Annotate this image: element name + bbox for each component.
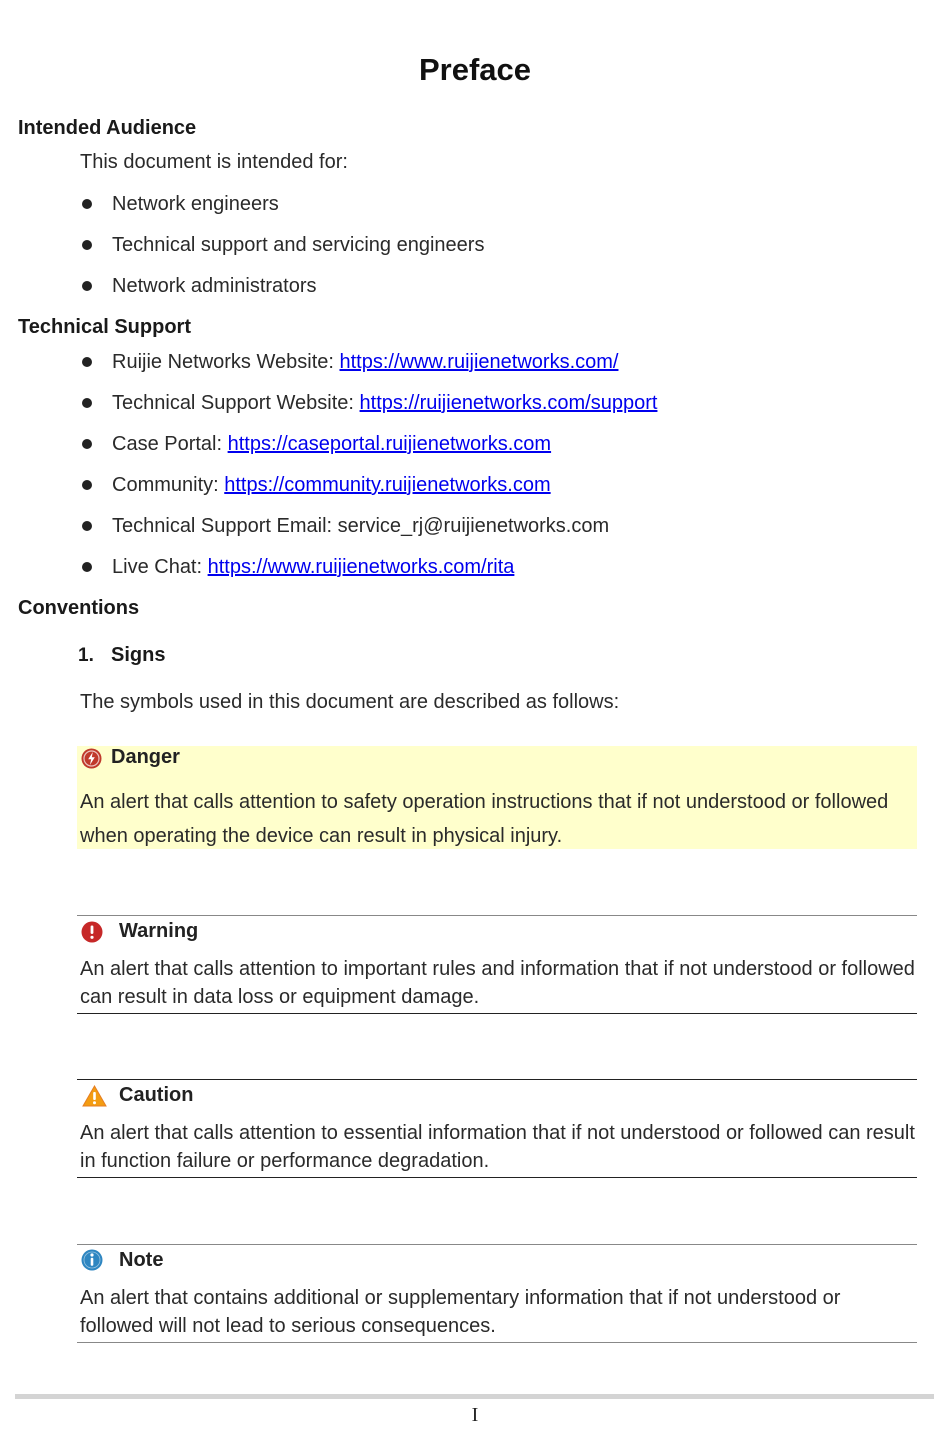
case-portal-link[interactable]: https://caseportal.ruijienetworks.com — [227, 433, 552, 455]
audience-item: Network administrators — [112, 275, 317, 297]
live-chat-link[interactable]: https://www.ruijienetworks.com/rita — [207, 556, 515, 578]
bullet-icon — [82, 562, 92, 572]
support-website-link[interactable]: https://ruijienetworks.com/support — [359, 392, 658, 414]
audience-item: Technical support and servicing engineers — [112, 234, 485, 256]
warning-text: An alert that calls attention to important rules and information that if not understood or followed can result in data loss or equipment damage. — [80, 958, 915, 1008]
subsection-number: 1. — [78, 645, 94, 666]
caution-text: An alert that calls attention to essential information that if not understood or followed can result in function failure or performance degradation. — [80, 1122, 915, 1172]
lightning-bolt-icon — [81, 748, 102, 769]
footer-bar — [15, 1394, 934, 1399]
divider — [77, 1079, 917, 1080]
danger-title: Danger — [111, 746, 180, 768]
divider — [77, 915, 917, 916]
subsection-heading-signs — [78, 644, 165, 667]
bullet-icon — [82, 439, 92, 449]
support-label: Case Portal: — [112, 433, 228, 455]
page-title: Preface — [418, 52, 532, 87]
bullet-icon — [82, 357, 92, 367]
note-title: Note — [119, 1249, 164, 1271]
subsection-title: Signs — [111, 644, 166, 666]
website-link[interactable]: https://www.ruijienetworks.com/ — [339, 351, 619, 373]
warning-title: Warning — [119, 920, 199, 942]
danger-text: An alert that calls attention to safety operation instructions that if not understood or followed when operating the device can result in physical injury. — [80, 791, 889, 847]
divider — [77, 1342, 917, 1343]
warning-triangle-icon — [82, 1085, 107, 1107]
audience-intro: This document is intended for: — [80, 151, 348, 173]
note-text: An alert that contains additional or supplementary information that if not understood or followed will not lead to serious consequences. — [80, 1287, 841, 1337]
support-email: Technical Support Email: service_rj@ruijienetworks.com — [112, 515, 610, 537]
support-label: Ruijie Networks Website: — [112, 351, 340, 373]
audience-item: Network engineers — [112, 193, 279, 215]
divider — [77, 1244, 917, 1245]
divider — [77, 1013, 917, 1014]
bullet-icon — [82, 398, 92, 408]
section-heading-intended-audience: Intended Audience — [18, 117, 197, 139]
divider — [77, 1177, 917, 1178]
bullet-icon — [82, 281, 92, 291]
community-link[interactable]: https://community.ruijienetworks.com — [224, 474, 551, 496]
support-label: Community: — [112, 474, 225, 496]
bullet-icon — [82, 199, 92, 209]
exclamation-circle-icon — [81, 921, 103, 943]
section-heading-technical-support: Technical Support — [18, 316, 191, 338]
page-number: I — [471, 1404, 479, 1426]
info-circle-icon — [81, 1249, 103, 1271]
bullet-icon — [82, 480, 92, 490]
bullet-icon — [82, 521, 92, 531]
bullet-icon — [82, 240, 92, 250]
signs-intro: The symbols used in this document are described as follows: — [80, 691, 620, 713]
support-label: Technical Support Website: — [112, 392, 360, 414]
caution-title: Caution — [119, 1084, 194, 1106]
section-heading-conventions: Conventions — [18, 597, 140, 619]
support-label: Live Chat: — [112, 556, 208, 578]
